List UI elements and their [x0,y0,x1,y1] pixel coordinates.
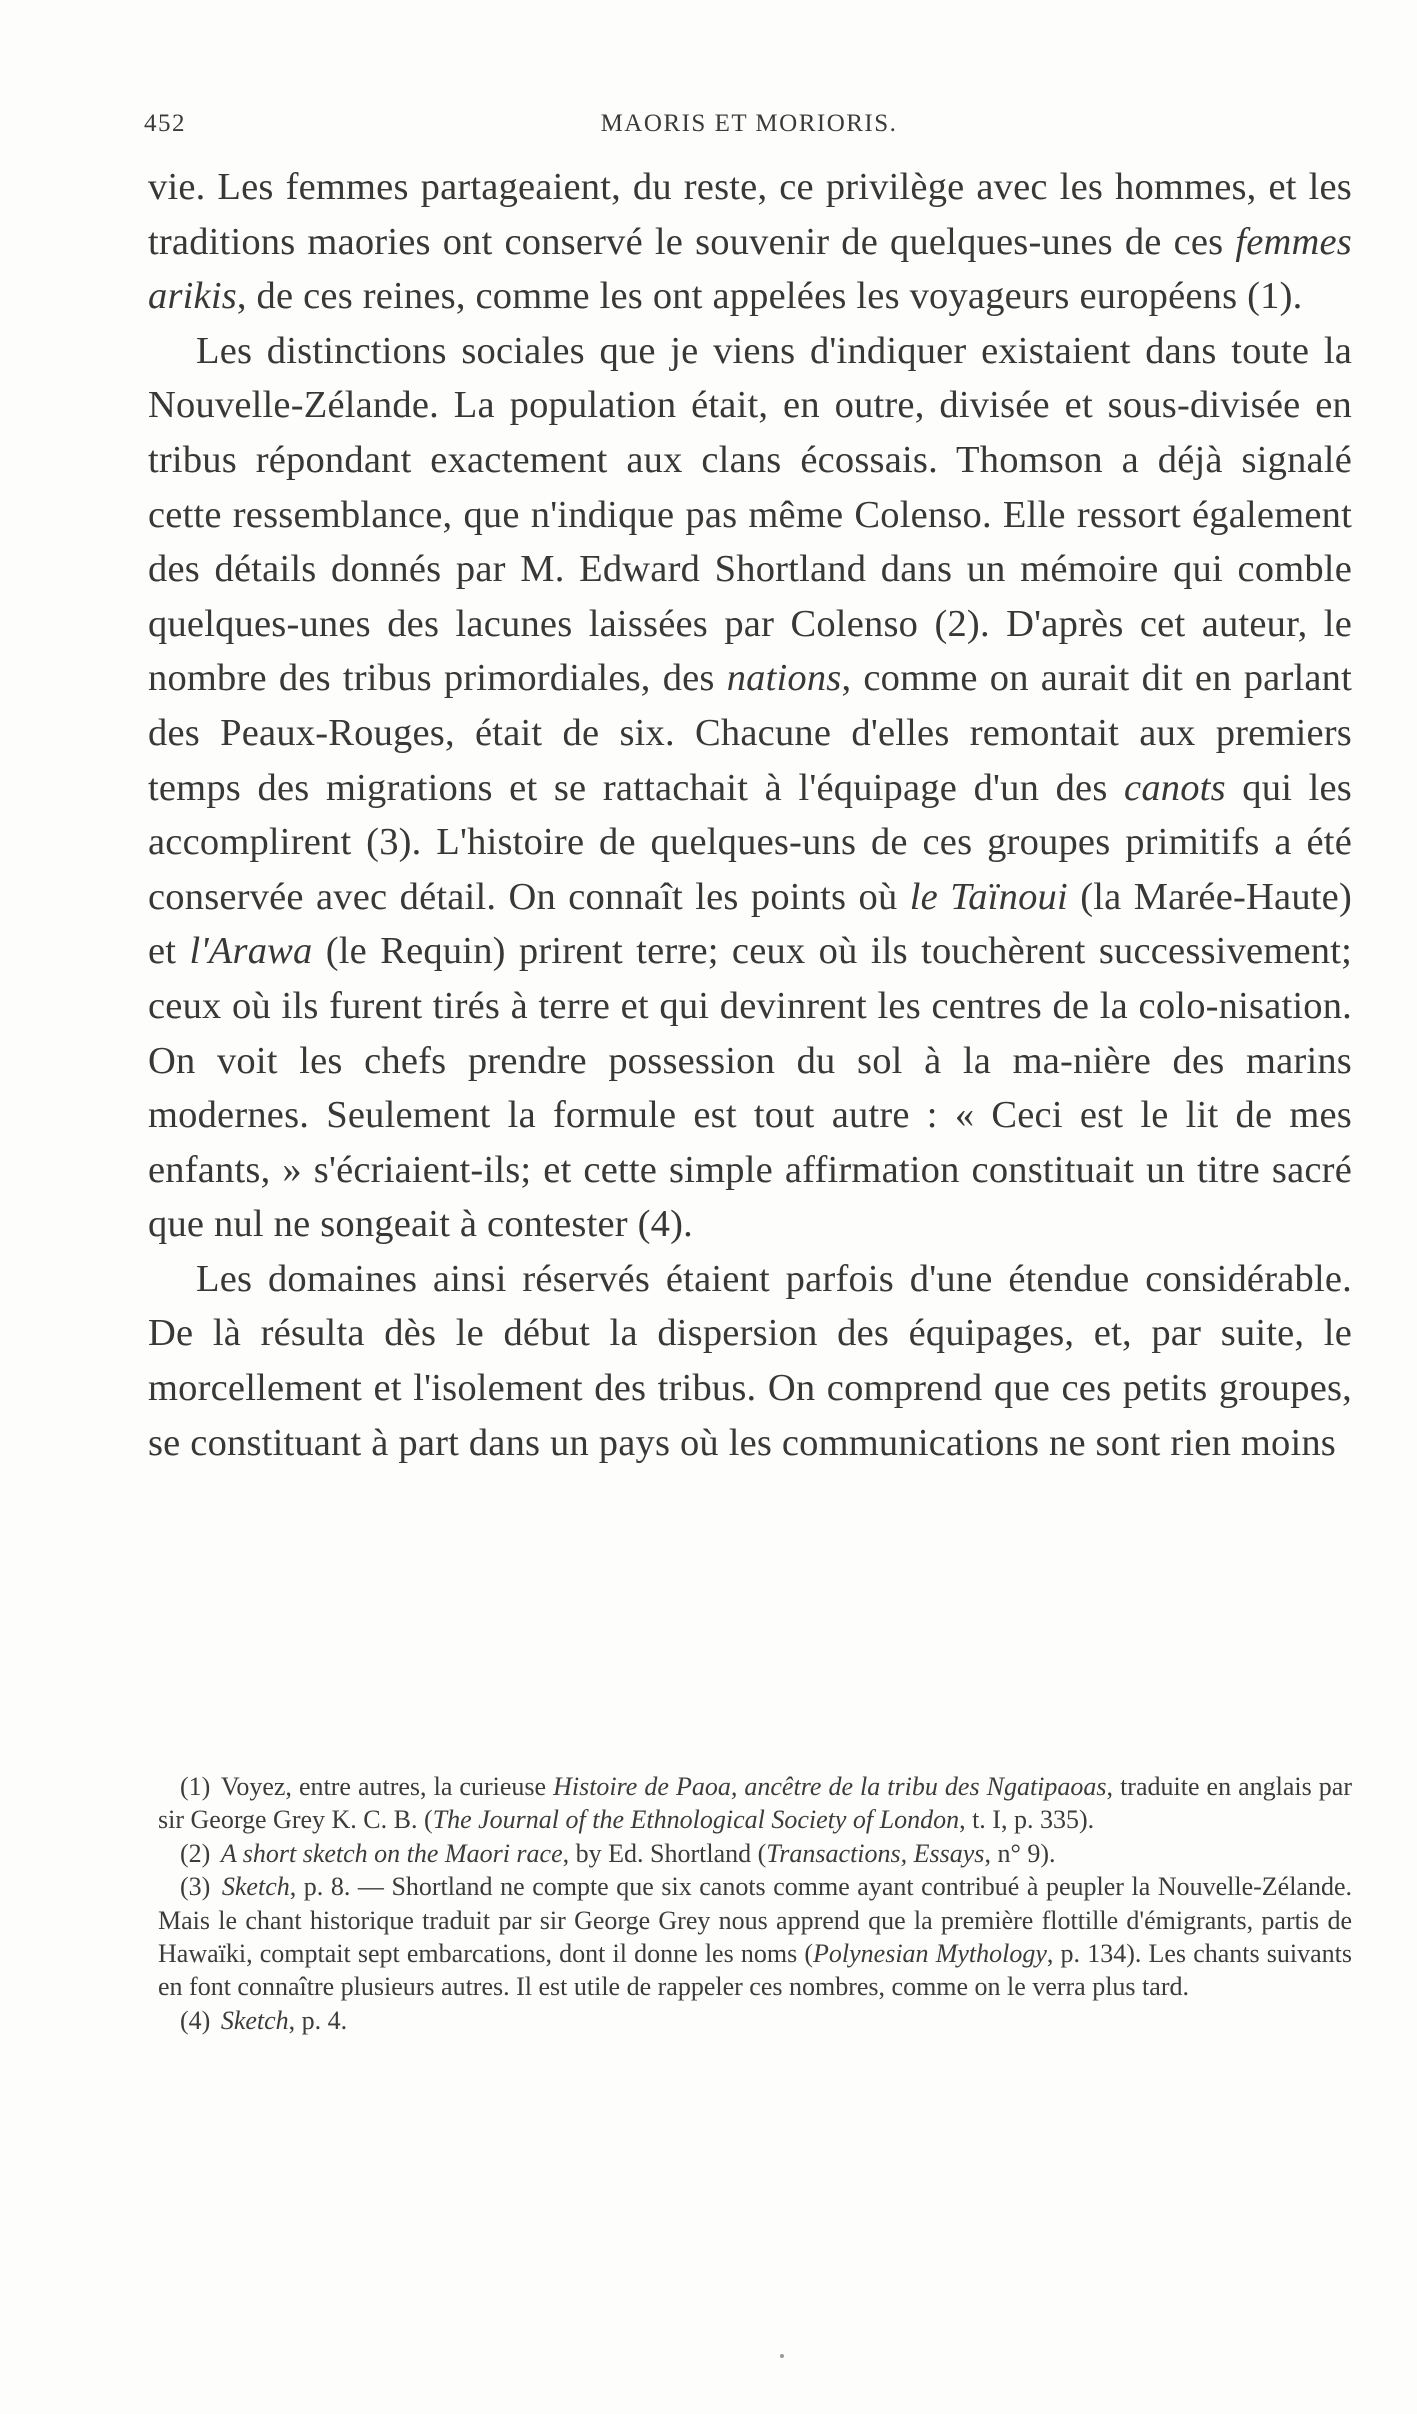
print-speck [780,2354,784,2358]
running-title: MAORIS ET MORIORIS. [600,110,898,137]
running-head [144,110,1354,150]
text-run: Les distinctions sociales que je viens d'indiquer existaient dans toute la Nouvelle-Zélande. La population était, en outre, divisée et sous-divisée en tribus répondant exactement aux clans écossais. Thomson a déjà signalé cette ressemblance, que n'indique pas même Colenso. Elle ressort également des détails donnés par M. Edward Shortland dans un mémoire qui comble quelques-unes des lacunes laissées par Colenso (2). D'après cet auteur, le nombre des tribus primordiales, des [148,329,1352,700]
text-run: (la Marée-Haute) et [148,875,1352,973]
text-run: Voyez, entre autres, la curieuse [220,1772,554,1801]
italic-term: nations [726,657,842,700]
text-run: , p. 4. [288,2005,348,2035]
text-run: , n° 9). [984,1838,1056,1868]
italic-title: Histoire de Paoa, ancêtre de la tribu des Ngatipaoas [553,1772,1107,1801]
footnote-1 [158,1770,1352,1837]
text-run: qui les accomplirent (3). L'histoire de quelques-uns de ces groupes primitifs a été conservée avec détail. On connaît les points où [148,766,1352,918]
italic-title: Polynesian Mythology [813,1939,1047,1969]
text-run: vie. Les femmes partageaient, du reste, ce privilège avec les hommes, et les traditions maories ont conservé le souvenir de quelques-unes de ces [148,166,1352,263]
text-run: , by Ed. Shortland ( [562,1838,767,1868]
footnote-number: (4) [180,2005,211,2035]
text-run: Les domaines ainsi réservés étaient parfois d'une étendue considérable. De là résulta dès le début la dispersion des équipages, et, par suite, le morcellement et l'isolement des tribus. On comprend que ces petits groupes, se constituant à part dans un pays où les communications ne sont rien moins [148,1257,1352,1464]
footnote-2 [158,1837,1352,1870]
text-run: (le Requin) prirent terre; ceux où ils touchèrent successivement; ceux où ils furent tirés à terre et qui devinrent les centres de la colo-nisation. On voit les chefs prendre possession du sol à la ma-nière des marins modernes. Seulement la formule est tout autre : « Ceci est le lit de mes enfants, » s'écriaient-ils; et cette simple affirmation constituait un titre sacré que nul ne songeait à contester (4). [148,930,1352,1246]
italic-term: canots [1124,766,1226,809]
italic-term: femmes arikis [148,220,1352,318]
text-run: , p. 134). Les chants suivants en font connaître plusieurs autres. Il est utile de rappeler ces nombres, comme on le verra plus tard. [158,1939,1353,2002]
footnote-4 [158,2004,1352,2037]
text-run: , p. 8. — Shortland ne compte que six canots comme ayant contribué à peupler la Nouvelle-Zélande. Mais le chant historique traduit par sir George Grey nous apprend que la première flottille d'émigrants, partis de Hawaïki, comptait sept embarcations, dont il donne les noms ( [158,1872,1353,1969]
italic-title: Sketch [220,2005,289,2035]
italic-title: A short sketch on the Maori race [220,1838,563,1868]
text-run: , comme on aurait dit en parlant des Peaux-Rouges, était de six. Chacune d'elles remontait aux premiers temps des migrations et se rattachait à l'équipage d'un des [148,657,1353,809]
main-text [148,160,1352,1470]
italic-term: le Taïnoui [909,875,1068,918]
footnote-number: (1) [180,1772,211,1801]
italic-title: Transactions, Essays [766,1838,985,1868]
footnote-3 [158,1870,1352,2004]
page-number: 452 [144,110,186,137]
text-run: , de ces reines, comme les ont appelées les voyageurs européens (1). [236,275,1303,318]
italic-term: l'Arawa [189,930,313,973]
paragraph-2 [148,324,1352,1252]
text-run: , t. I, p. 335). [959,1805,1095,1835]
italic-title: Sketch [221,1872,290,1902]
footnote-number: (2) [180,1838,211,1868]
italic-title: The Journal of the Ethnological Society of London [432,1805,960,1835]
footnote-number: (3) [180,1872,211,1902]
text-run: , traduite en anglais par sir George Grey K. C. B. ( [158,1772,1353,1835]
paragraph-1 [148,160,1352,324]
paragraph-3 [148,1252,1352,1470]
footnotes [158,1770,1352,2037]
